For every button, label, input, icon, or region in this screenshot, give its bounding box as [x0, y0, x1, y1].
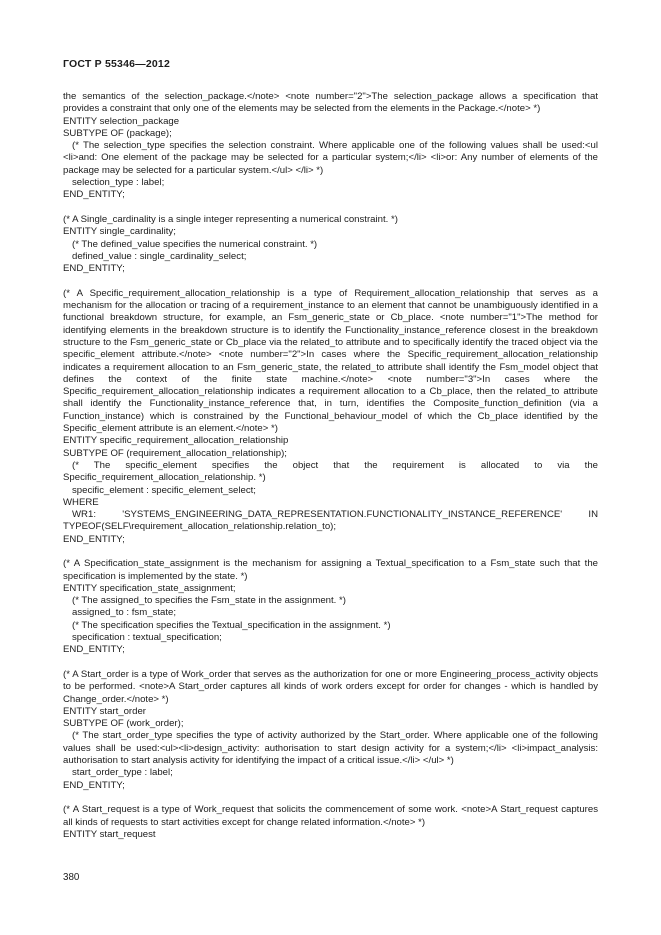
- paragraph: WR1: 'SYSTEMS_ENGINEERING_DATA_REPRESENTATION.FUNCTIONALITY_INSTANCE_REFERENCE' IN TYPEOF(SELF\requirement_allocation_relationship.relation_to);: [63, 509, 598, 533]
- code-line: WHERE: [63, 496, 99, 508]
- code-line: defined_value : single_cardinality_select;: [72, 250, 247, 262]
- blank-line: [63, 202, 598, 214]
- paragraph: (* The defined_value specifies the numerical constraint. *): [72, 238, 318, 250]
- code-line: specific_element : specific_element_select;: [72, 484, 256, 496]
- code-line: END_ENTITY;: [63, 263, 125, 275]
- blank-line: [63, 657, 598, 669]
- code-line: SUBTYPE OF (package);: [63, 127, 172, 139]
- blank-line: [63, 546, 598, 558]
- code-line: specification : textual_specification;: [72, 632, 222, 644]
- blank-line: [63, 792, 598, 804]
- code-line: ENTITY selection_package: [63, 115, 180, 127]
- paragraph: (* A Start_order is a type of Work_order that serves as the authorization for one or more Engineering_process_activity objects to be performed. <note>A Start_order captures all kinds of work orders except for order for changes - which is handled by Change_order.</note> *): [63, 668, 598, 705]
- paragraph: the semantics of the selection_package.</note> <note number="2">The selection_package allows a specification that provides a constraint that only one of the elements may be selected from the elements in the Package.</note> *): [63, 91, 598, 115]
- paragraph: (* The specific_element specifies the object that the requirement is allocated to via the Specific_requirement_allocation_relationship. *): [63, 459, 598, 484]
- paragraph: (* A Single_cardinality is a single integer representing a numerical constraint. *): [63, 213, 398, 225]
- paragraph: (* A Specification_state_assignment is the mechanism for assigning a Textual_specification to a Fsm_state such that the specification is implemented by the state. *): [63, 558, 598, 582]
- blank-line: [63, 275, 598, 287]
- code-line: selection_type : label;: [72, 177, 165, 189]
- paragraph: (* The assigned_to specifies the Fsm_state in the assignment. *): [72, 595, 346, 607]
- standard-number-header: ГОСТ Р 55346—2012: [63, 58, 171, 70]
- paragraph: (* A Start_request is a type of Work_request that solicits the commencement of some work. <note>A Start_request captures all kinds of requests to start activities except for change related information.</note> *): [63, 804, 598, 828]
- paragraph: (* The specification specifies the Textual_specification in the assignment. *): [72, 619, 391, 631]
- paragraph: (* The selection_type specifies the selection constraint. Where applicable one of the following values shall be used:<ul <li>and: One element of the package may be selected for a particular system;</li> <li>or: Any number of elements of the package may be selected for a particular system.</ul> </li> *): [63, 140, 598, 176]
- page-number: 380: [63, 872, 80, 883]
- paragraph: (* A Specific_requirement_allocation_relationship is a type of Requirement_allocation_relationship that serves as a mechanism for the allocation or tracing of a requirement_instance to an element that cannot be unambiguously identified in a functional breakdown structure, for example, an Fsm_generic_state or Cb_place. <note number="1">The method for identifying elements in the breakdown structure is to identify the Functionality_instance_reference closest in the breakdown structure to the Fsm_generic_state or Cb_place via the related_to attribute and to specifically identify the traced object via the specific_element attribute.</note> <note number="2">In cases where the Specific_requirement_allocation_relationship indicates a requirement allocation to an Fsm_generic_state, the related_to attribute shall identify the Fsm_model object that defines the context of the finite state machine.</note> <note number="3">In cases where the Specific_requirement_allocation_relationship indicates a requirement allocation to a Cb_place, then the related_to attribute shall identify the Functionality_instance_reference that, in turn, identifies the Composite_function_definition (via a Function_instance) which is constrained by the Functional_behaviour_model of which the Cb_place identified by the Specific_element attribute is an element.</note> *): [63, 287, 598, 435]
- code-line: ENTITY single_cardinality;: [63, 226, 176, 238]
- code-line: ENTITY start_request: [63, 828, 156, 840]
- paragraph: (* The start_order_type specifies the type of activity authorized by the Start_order. Where applicable one of the following values shall be used:<ul><li>design_activity: authorisation to start design activity for a system;</li> <li>impact_analysis: authorisation to start analysis activity for identifying the impact of a critical issue.</li> </ul> *): [63, 730, 598, 767]
- code-line: END_ENTITY;: [63, 189, 125, 201]
- code-line: END_ENTITY;: [63, 644, 125, 656]
- code-line: ENTITY specific_requirement_allocation_relationship: [63, 435, 289, 447]
- code-line: ENTITY start_order: [63, 705, 146, 717]
- code-line: END_ENTITY;: [63, 533, 125, 545]
- code-line: assigned_to : fsm_state;: [72, 607, 176, 619]
- code-line: SUBTYPE OF (work_order);: [63, 718, 184, 730]
- code-line: SUBTYPE OF (requirement_allocation_relationship);: [63, 447, 287, 459]
- document-content: [63, 91, 598, 841]
- code-line: ENTITY specification_state_assignment;: [63, 582, 236, 594]
- code-line: END_ENTITY;: [63, 779, 125, 791]
- code-line: start_order_type : label;: [72, 767, 173, 779]
